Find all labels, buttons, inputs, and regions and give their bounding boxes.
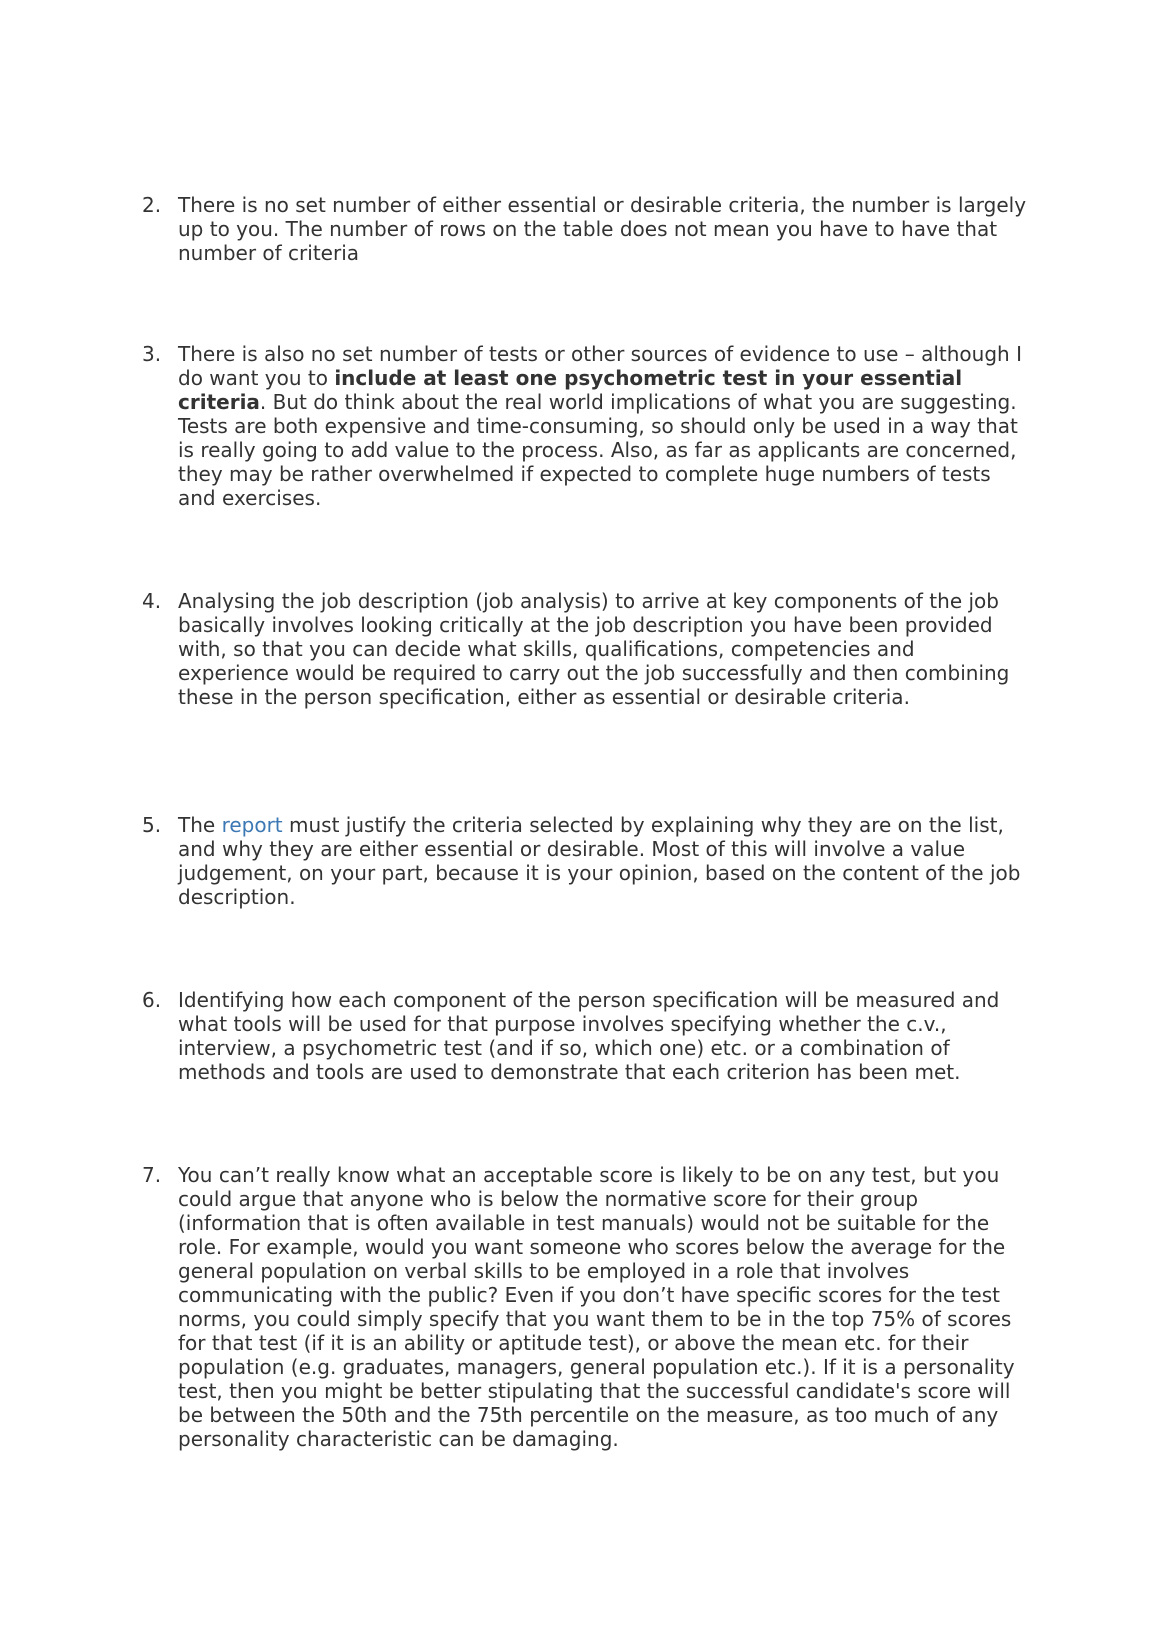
list-item-text: There is no set number of either essential or desirable criteria, the number is largely up to you. The number of rows on the table does not mean you have to have that number of criteria [178,193,1027,265]
report-link[interactable]: report [221,813,283,837]
text-segment: The [178,813,222,837]
list-item-text: Analysing the job description (job analysis) to arrive at key components of the job basically involves looking critically at the job description you have been provided with, so that you can decide what skills, qualifications, competencies and experience would be required to carry out the job successfully and then combining these in the person specification, either as essential or desirable criteria. [178,589,1010,709]
list-item-text [178,342,1028,510]
text-segment: must justify the criteria selected by explaining why they are on the list, and why they are either essential or desirable. Most of this will involve a value judgement, on your part, because it is your opinion, based on the content of the job description. [178,813,1021,909]
list-item-text [178,813,1028,909]
list-item-number: 5. [142,813,162,837]
text-segment: There is also no set number of tests or other sources of evidence to use – although I do want you to [178,342,1022,390]
text-segment: . But do think about the real world implications of what you are suggesting. Tests are both expensive and time-consuming, so should only be used in a way that is really going to add value to the process. Also, as far as applicants are concerned, they may be rather overwhelmed if expected to complete huge numbers of tests and exercises. [178,390,1018,510]
list-item-number: 3. [142,342,162,366]
list-item-number: 7. [142,1163,162,1187]
bold-emphasis: include at least one psychometric test in your essential criteria [178,366,963,414]
list-item-text: You can’t really know what an acceptable score is likely to be on any test, but you could argue that anyone who is below the normative score for their group (information that is often available in test manuals) would not be suitable for the role. For example, would you want someone who scores below the average for the general population on verbal skills to be employed in a role that involves communicating with the public? Even if you don’t have specific scores for the test norms, you could simply specify that you want them to be in the top 75% of scores for that test (if it is an ability or aptitude test), or above the mean etc. for their population (e.g. graduates, managers, general population etc.). If it is a personality test, then you might be better stipulating that the successful candidate's score will be between the 50th and the 75th percentile on the measure, as too much of any personality characteristic can be damaging. [178,1163,1015,1451]
list-item-text: Identifying how each component of the person specification will be measured and what tools will be used for that purpose involves specifying whether the c.v., interview, a psychometric test (and if so, which one) etc. or a combination of methods and tools are used to demonstrate that each criterion has been met. [178,988,1000,1084]
list-item-number: 4. [142,589,162,613]
list-item-number: 6. [142,988,162,1012]
list-item-number: 2. [142,193,162,217]
